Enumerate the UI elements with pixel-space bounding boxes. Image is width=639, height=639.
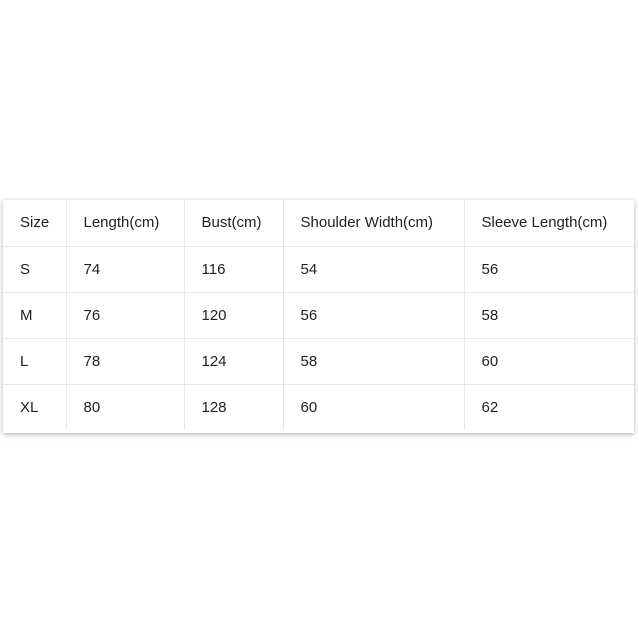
header-sleeve-length: Sleeve Length(cm)	[464, 200, 634, 246]
cell-length: 74	[66, 246, 184, 292]
table-row	[3, 246, 634, 292]
header-length: Length(cm)	[66, 200, 184, 246]
cell-bust: 116	[184, 246, 283, 292]
cell-length: 78	[66, 338, 184, 384]
size-chart-card	[3, 200, 634, 433]
cell-bust: 128	[184, 384, 283, 430]
cell-shoulder-width: 54	[283, 246, 464, 292]
cell-bust: 124	[184, 338, 283, 384]
cell-bust: 120	[184, 292, 283, 338]
cell-shoulder-width: 60	[283, 384, 464, 430]
cell-sleeve-length: 56	[464, 246, 634, 292]
table-header-row	[3, 200, 634, 246]
table-row	[3, 338, 634, 384]
cell-sleeve-length: 62	[481, 398, 499, 416]
cell-shoulder-width: 58	[283, 338, 464, 384]
table-row	[3, 384, 634, 430]
size-chart-table	[3, 200, 634, 430]
cell-size: XL	[3, 384, 66, 430]
cell-length: 76	[66, 292, 184, 338]
header-shoulder-width: Shoulder Width(cm)	[283, 200, 464, 246]
cell-sleeve-length: 58	[464, 292, 634, 338]
table-row	[3, 292, 634, 338]
header-size: Size	[3, 200, 66, 246]
cell-length: 80	[66, 384, 184, 430]
cell-size: S	[3, 246, 66, 292]
cell-shoulder-width: 56	[283, 292, 464, 338]
cell-size: L	[3, 338, 66, 384]
header-bust: Bust(cm)	[184, 200, 283, 246]
cell-sleeve-length: 60	[464, 338, 634, 384]
cell-size: M	[3, 292, 66, 338]
